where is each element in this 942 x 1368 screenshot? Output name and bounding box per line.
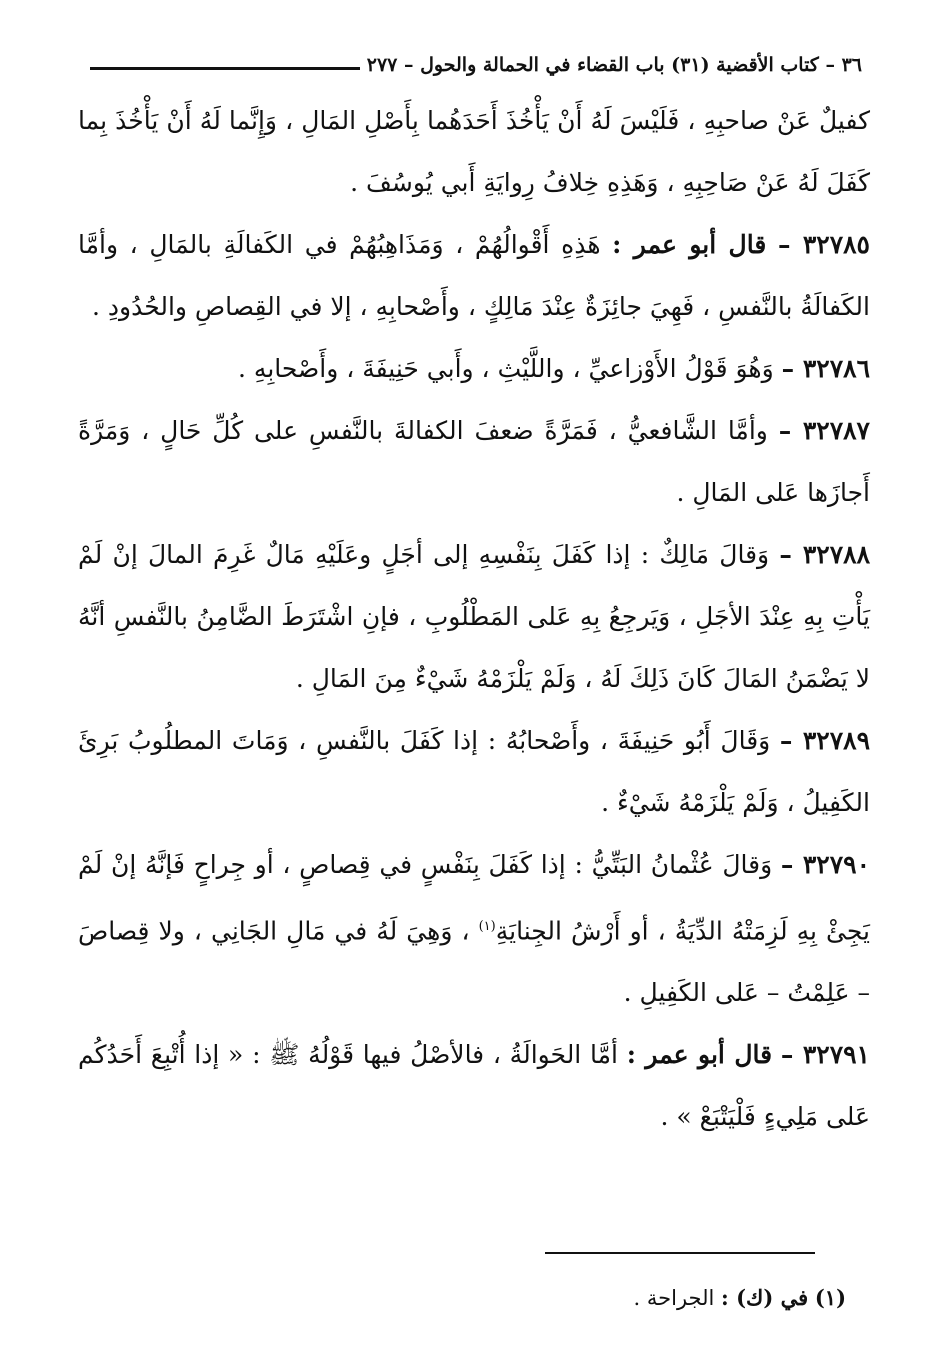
footnote-text: الجراحة . [633, 1286, 715, 1310]
paragraph-number: ٣٢٧٨٧ – [778, 416, 870, 445]
paragraph-number: ٣٢٧٨٥ – [777, 230, 870, 259]
paragraph-number: ٣٢٧٨٦ – [781, 354, 870, 383]
header-rule [90, 67, 360, 70]
paragraph-text: وَقالَ عُثْمانُ البَتِّيُّ : إذا كَفَلَ بِنَفْسٍ في قِصاصٍ ، أو جِراحٍ فَإنَّهُ إنْ لَمْ يَجِئْ بِهِ لَزِمَتْهُ الدِّيَةُ ، أو أَرْشُ الجِنايَةِ [78, 850, 870, 946]
paragraph-32790 [78, 834, 870, 1024]
running-title: ٣٦ – كتاب الأقضية (٣١) باب القضاء في الحمالة والحول – ٢٧٧ [366, 54, 862, 76]
footnote-source: في (ك) : [721, 1285, 809, 1310]
footnote-number: (١) [814, 1285, 846, 1310]
paragraph-text: وَهُوَ قَوْلُ الأَوْزاعيِّ ، واللَّيْثِ ، وأَبي حَنِيفَةَ ، وأَصْحابِهِ . [238, 354, 774, 383]
paragraph-lead: قال أبو عمر : [612, 230, 767, 259]
paragraph-text: كفيلٌ عَنْ صاحبِهِ ، فَلَيْسَ لَهُ أَنْ يَأْخُذَ أَحَدَهُما بِأَصْلِ المَالِ ، وَإِنَّما لَهُ أَنْ يَأْخُذَ بِما كَفَلَ لَهُ عَنْ صَاحِبِهِ ، وَهَذِهِ خِلافُ رِوايَةِ أَبي يُوسُفَ . [78, 106, 870, 197]
paragraph-32791 [78, 1024, 870, 1148]
paragraph-32785 [78, 214, 870, 338]
paragraph-number: ٣٢٧٨٨ – [779, 540, 870, 569]
paragraph-text: هَذِهِ أَقْوالُهُمْ ، وَمَذَاهِبُهُمْ في الكَفالَةِ بالمَالِ ، وأمَّا الكَفالَةُ بالنَّفسِ ، فَهِيَ جائِزَةٌ عِنْدَ مَالِكٍ ، وأَصْحابِهِ ، إلا في القِصاصِ والحُدُودِ . [78, 230, 870, 321]
paragraph-32786 [78, 338, 870, 400]
paragraph-text: أمَّا الحَوالَةُ ، فالأصْلُ فيها قَوْلُهُ ﷺ : « إذا أُتْبِعَ أَحَدُكُم عَلى مَلِيءٍ فَلْيَتْبَعْ » . [78, 1040, 870, 1132]
paragraph-number: ٣٢٧٩٠ – [780, 850, 870, 879]
paragraph-number: ٣٢٧٨٩ – [779, 726, 870, 755]
paragraph-continuation [78, 90, 870, 214]
paragraph-lead: قال أبو عمر : [626, 1040, 773, 1070]
paragraph-text: وَقالَ مَالِكٌ : إذا كَفَلَ بِنَفْسِهِ إلى أجَلٍ وعَلَيْهِ مَالٌ غَرِمَ المالَ إنْ لَمْ يَأْتِ بِهِ عِنْدَ الأجَلِ ، وَيَرجِعُ بِهِ عَلى المَطْلُوبِ ، فإنِ اشْتَرَطَ الضَّامِنُ بالنَّفسِ أنَّهُ لا يَضْمَنُ المَالَ كَانَ ذَلِكَ لَهُ ، وَلَمْ يَلْزَمْهُ شَيْءٌ مِنَ المَالِ . [78, 540, 870, 693]
main-text [78, 90, 870, 1148]
paragraph-text-continued: ، وَهِيَ لَهُ في مَالِ الجَانِي ، ولا قِصاصَ – عَلِمْتُ – عَلى الكَفِيلِ . [78, 916, 870, 1008]
paragraph-32787 [78, 400, 870, 524]
paragraph-32789 [78, 710, 870, 834]
paragraph-text: وأمَّا الشَّافعيُّ ، فَمَرَّةً ضعفَ الكفالةَ بالنَّفسِ على كُلِّ حَالٍ ، وَمَرَّةً أَجازَها عَلى المَالِ . [78, 416, 870, 507]
paragraph-text: وَقَالَ أَبُو حَنِيفَةَ ، وأَصْحابُهُ : إذا كَفَلَ بالنَّفسِ ، وَمَاتَ المطلُوبُ بَرِئَ الكَفِيلُ ، وَلَمْ يَلْزَمْهُ شَيْءٌ . [78, 726, 870, 817]
paragraph-32788 [78, 524, 870, 710]
running-header [90, 40, 862, 76]
paragraph-number: ٣٢٧٩١ – [780, 1040, 870, 1070]
footnote [634, 1285, 846, 1310]
footnote-marker[interactable]: (١) [478, 919, 496, 934]
footnote-rule [545, 1252, 815, 1254]
